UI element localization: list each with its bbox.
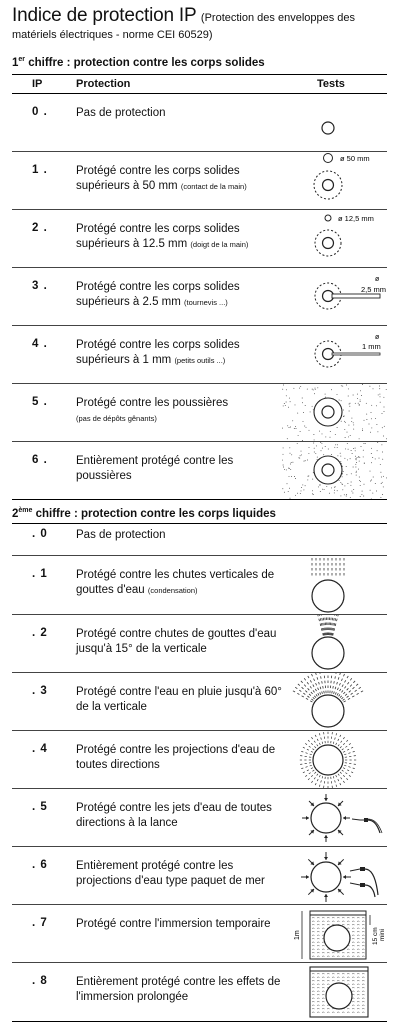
test-illustration: [282, 731, 387, 788]
splash-all-directions-icon: [282, 731, 387, 788]
liquid-row-3: [12, 673, 387, 731]
ip-code: 3 .: [32, 280, 48, 292]
col-protection: Protection: [76, 78, 131, 90]
ip-code: 6 .: [32, 454, 48, 466]
sphere-12mm-icon: [282, 210, 387, 267]
protection-text: [76, 106, 286, 121]
protection-note: (doigt de la main): [190, 240, 249, 249]
prolonged-immersion-icon: [282, 963, 387, 1021]
section2-text: chiffre : protection contre les corps liquides: [32, 507, 276, 520]
protection-label: Protégé contre les jets d'eau de toutes directions à la lance: [76, 802, 272, 829]
liquid-row-0: [12, 524, 387, 556]
protection-text: [76, 975, 286, 1005]
liquid-row-6: [12, 847, 387, 905]
protection-text: [76, 396, 286, 426]
protection-label: Protégé contre les projections d'eau de toutes directions: [76, 744, 276, 771]
circle-icon: [282, 94, 387, 151]
protection-note: (petits outils ...): [174, 356, 226, 365]
ip-code: 4 .: [32, 338, 48, 350]
protection-text: [76, 164, 286, 194]
ip-code: . 7: [32, 917, 48, 929]
vertical-drops-icon: [282, 556, 387, 614]
test-illustration: [282, 94, 387, 151]
section2-num: 2: [12, 507, 19, 520]
ip-code: 5 .: [32, 396, 48, 408]
protection-label: Entièrement protégé contre les effets de l'immersion prolongée: [76, 976, 281, 1003]
protection-label: Protégé contre les corps solides supérieurs à 2.5 mm: [76, 281, 240, 308]
protection-text: [76, 743, 286, 773]
temporary-immersion-icon: [282, 905, 387, 962]
section1-num: 1: [12, 56, 19, 69]
test-illustration: [282, 152, 387, 209]
liquid-row-1: [12, 556, 387, 615]
section1-sup: er: [18, 56, 26, 63]
ip-code: 0 .: [32, 106, 48, 118]
dust-tight-icon: [282, 442, 387, 499]
liquid-row-2: [12, 615, 387, 673]
protection-text: [76, 528, 286, 543]
protection-label: Protégé contre chutes de gouttes d'eau jusqu'à 15° de la verticale: [76, 628, 277, 655]
liquid-row-5: [12, 789, 387, 847]
protection-note: (condensation): [147, 586, 198, 595]
test-illustration: [282, 673, 387, 730]
section2-sup: ème: [18, 507, 33, 514]
protection-text: [76, 801, 286, 831]
test-illustration: [282, 556, 387, 614]
protection-label: Protégé contre les corps solides supérieurs à 50 mm: [76, 165, 240, 192]
section1-heading: [12, 56, 392, 69]
ip-code: . 6: [32, 859, 48, 871]
ip-code: . 3: [32, 685, 48, 697]
protection-label: Protégé contre les corps solides supérieurs à 12.5 mm: [76, 223, 240, 250]
test-label: ø 50 mm: [340, 154, 370, 163]
test-label: ø 12,5 mm: [338, 214, 374, 223]
protection-note: (contact de la main): [180, 182, 247, 191]
dust-icon: [282, 384, 387, 441]
test-illustration: [282, 789, 387, 846]
protection-label: Entièrement protégé contre les poussières: [76, 455, 234, 482]
phi-symbol: ø: [375, 276, 380, 283]
test-illustration: [282, 210, 387, 267]
ip-code: . 0: [32, 528, 48, 540]
phi-symbol: ø: [375, 334, 380, 341]
ip-code: . 5: [32, 801, 48, 813]
liquid-row-8: [12, 963, 387, 1022]
dim-min: mini: [379, 929, 386, 941]
test-illustration: [282, 384, 387, 441]
ip-code: . 2: [32, 627, 48, 639]
sphere-50mm-icon: [282, 152, 387, 209]
section2-heading: [12, 507, 392, 520]
test-label: 2,5 mm: [361, 285, 387, 294]
dim-1m: 1m: [294, 930, 301, 940]
protection-label: Pas de protection: [76, 529, 166, 541]
solid-row-6: [12, 442, 387, 500]
protection-text: [76, 568, 286, 598]
dim-15cm: 15 cm: [372, 927, 379, 945]
liquid-row-4: [12, 731, 387, 789]
col-tests: Tests: [317, 78, 345, 90]
test-illustration: [282, 442, 387, 499]
solid-row-4: [12, 326, 387, 384]
solid-row-0: [12, 94, 387, 152]
protection-text: [76, 685, 286, 715]
ip-code: 1 .: [32, 164, 48, 176]
protection-label: Protégé contre les poussières: [76, 397, 229, 409]
column-header: [12, 74, 387, 94]
rod-2-5mm-icon: [282, 268, 387, 325]
col-ip: IP: [32, 78, 43, 90]
section1-text: chiffre : protection contre les corps solides: [25, 56, 265, 69]
protection-label: Protégé contre l'eau en pluie jusqu'à 60° de la verticale: [76, 686, 282, 713]
ip-code: . 1: [32, 568, 48, 580]
ip-code: . 8: [32, 975, 48, 987]
protection-note: (pas de dépôts gênants): [76, 414, 157, 423]
protection-text: [76, 222, 286, 252]
protection-label: Pas de protection: [76, 107, 166, 119]
test-illustration: [282, 847, 387, 904]
solid-row-5: [12, 384, 387, 442]
protection-label: Protégé contre l'immersion temporaire: [76, 918, 271, 930]
protection-text: [76, 917, 286, 932]
protection-label: Entièrement protégé contre les projections d'eau type paquet de mer: [76, 860, 265, 887]
protection-label: Protégé contre les chutes verticales de gouttes d'eau: [76, 569, 275, 596]
protection-text: [76, 338, 286, 368]
protection-text: [76, 627, 286, 657]
protection-text: [76, 454, 286, 484]
drops-15-deg-icon: [282, 615, 387, 672]
protection-text: [76, 280, 286, 310]
test-illustration: [282, 326, 387, 383]
title-main: Indice de protection IP: [12, 5, 197, 26]
ip-code: . 4: [32, 743, 48, 755]
protection-note: (tournevis ...): [184, 298, 228, 307]
liquid-row-7: [12, 905, 387, 963]
solid-row-3: [12, 268, 387, 326]
protection-label: Protégé contre les corps solides supérieurs à 1 mm: [76, 339, 240, 366]
test-illustration: [282, 905, 387, 962]
test-illustration: [282, 268, 387, 325]
page-title: [12, 5, 396, 43]
title-sub: (Protection des enveloppes des matériels électriques - norme CEI 60529): [12, 12, 356, 41]
solid-row-2: [12, 210, 387, 268]
ip-code: 2 .: [32, 222, 48, 234]
water-jet-icon: [282, 789, 387, 846]
test-illustration: [282, 615, 387, 672]
rain-60-deg-icon: [282, 673, 387, 730]
solid-row-1: [12, 152, 387, 210]
test-label: 1 mm: [362, 342, 381, 351]
protection-text: [76, 859, 286, 889]
test-illustration: [282, 963, 387, 1021]
powerful-jet-icon: [282, 847, 387, 904]
wire-1mm-icon: [282, 326, 387, 383]
